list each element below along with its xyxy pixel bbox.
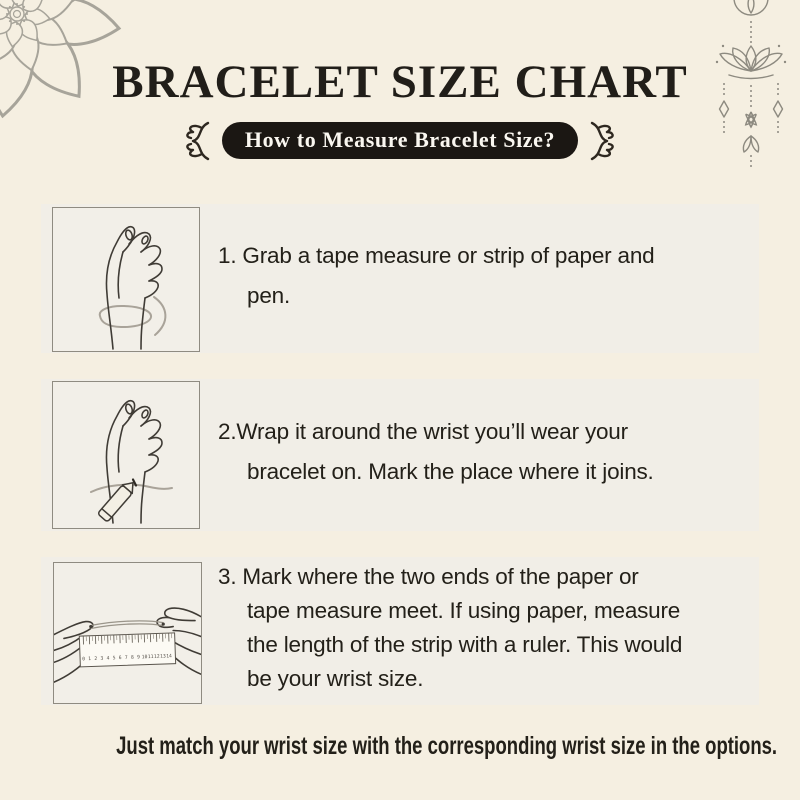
svg-text:14: 14 — [166, 654, 173, 660]
curly-flourish-right-icon — [587, 119, 620, 161]
badge-row — [0, 119, 800, 161]
footer-note-text: Just match your wrist size with the corresponding wrist size in the options. — [116, 732, 778, 760]
step-3-text — [218, 560, 783, 696]
step-1-line-2: pen. — [247, 283, 290, 308]
svg-text:4: 4 — [106, 656, 110, 662]
step-2-illustration-box — [52, 381, 200, 529]
svg-text:1: 1 — [88, 657, 92, 663]
svg-text:7: 7 — [124, 655, 128, 661]
how-to-measure-badge: How to Measure Bracelet Size? — [222, 122, 578, 159]
hand-marking-wrist-illustration — [53, 382, 199, 528]
step-3-line-1: 3. Mark where the two ends of the paper or — [218, 564, 639, 589]
svg-text:11: 11 — [147, 654, 154, 661]
svg-text:12: 12 — [153, 654, 160, 660]
ruler-measuring-illustration — [54, 563, 201, 703]
svg-text:5: 5 — [112, 656, 116, 662]
svg-text:8: 8 — [130, 655, 134, 661]
svg-text:0: 0 — [82, 657, 86, 663]
step-2-text — [218, 412, 783, 492]
page-title: BRACELET SIZE CHART — [112, 56, 688, 108]
svg-text:9: 9 — [137, 655, 141, 661]
svg-text:2: 2 — [94, 656, 98, 662]
step-1-text — [218, 236, 783, 316]
step-3-line-2: tape measure meet. If using paper, measure — [247, 598, 681, 623]
step-3-line-4: be your wrist size. — [247, 666, 424, 691]
step-1-line-1: 1. Grab a tape measure or strip of paper and — [218, 243, 655, 268]
footer-note — [0, 729, 800, 763]
step-1-illustration-box — [52, 207, 200, 352]
svg-text:3: 3 — [100, 656, 104, 662]
svg-text:13: 13 — [160, 654, 166, 660]
hand-with-tape-illustration — [53, 208, 199, 351]
step-2-line-1: 2.Wrap it around the wrist you’ll wear your — [218, 419, 628, 444]
step-2-line-2: bracelet on. Mark the place where it joins. — [247, 459, 654, 484]
svg-text:6: 6 — [118, 656, 122, 662]
svg-text:10: 10 — [141, 655, 148, 661]
step-3-line-3: the length of the strip with a ruler. This would — [247, 632, 683, 657]
step-3-illustration-box — [53, 562, 202, 704]
curly-flourish-left-icon — [180, 119, 213, 161]
